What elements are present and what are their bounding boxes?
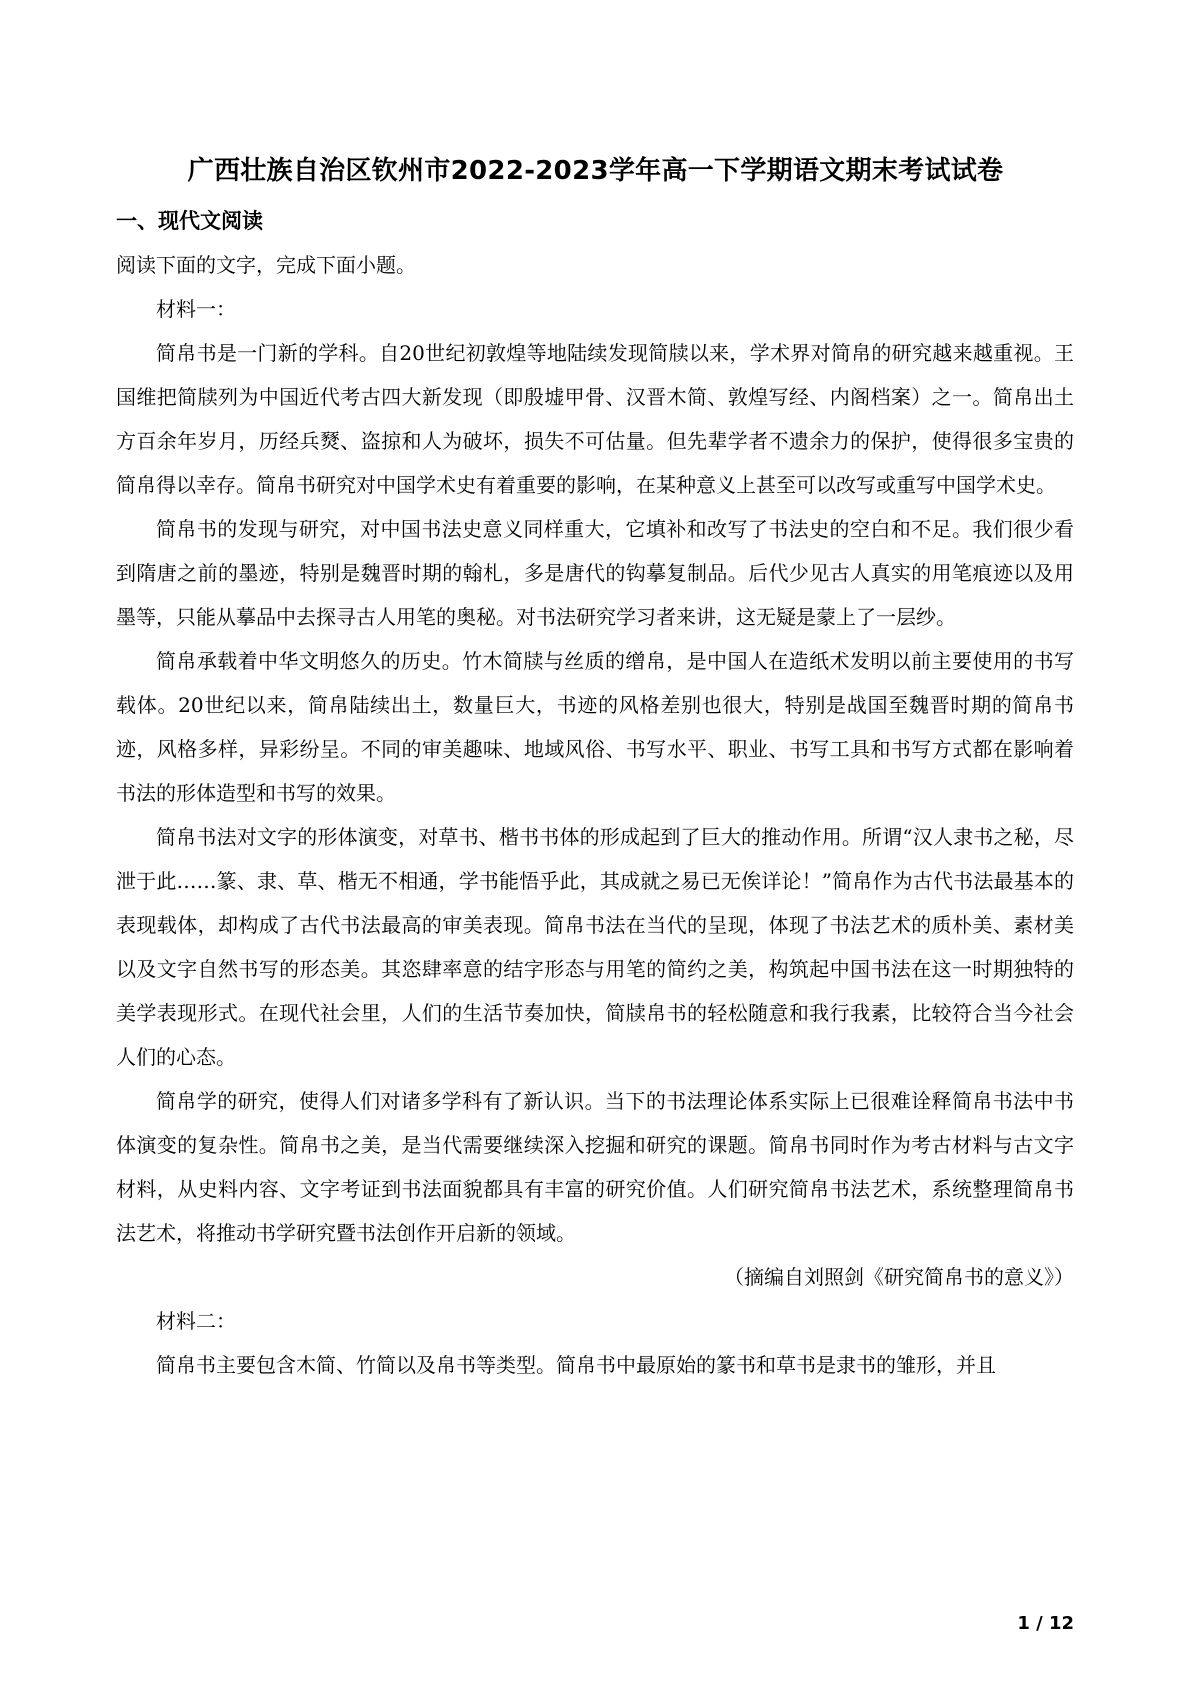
- section-heading: 一、现代文阅读: [116, 209, 263, 233]
- document-body: [116, 243, 1074, 1387]
- material-one-label: 材料一：: [156, 297, 236, 321]
- material-one-paragraph: 简帛书是一门新的学科。自20世纪初敦煌等地陆续发现简牍以来，学术界对简帛的研究越来越重视。王国维把简牍列为中国近代考古四大新发现（即殷墟甲骨、汉晋木简、敦煌写经、内阁档案）之一。简帛出土方百余年岁月，历经兵燹、盗掠和人为破坏，损失不可估量。但先辈学者不遗余力的保护，使得很多宝贵的简帛得以幸存。简帛书研究对中国学术史有着重要的影响，在某种意义上甚至可以改写或重写中国学术史。: [116, 341, 1074, 497]
- material-one-paragraph: 简帛书的发现与研究，对中国书法史意义同样重大，它填补和改写了书法史的空白和不足。我们很少看到隋唐之前的墨迹，特别是魏晋时期的翰札，多是唐代的钩摹复制品。后代少见古人真实的用笔痕迹以及用墨等，只能从摹品中去探寻古人用笔的奥秘。对书法研究学习者来讲，这无疑是蒙上了一层纱。: [116, 517, 1074, 629]
- material-two-paragraph: 简帛书主要包含木简、竹简以及帛书等类型。简帛书中最原始的篆书和草书是隶书的雏形，并且: [156, 1353, 996, 1377]
- material-one-paragraph: 简帛承载着中华文明悠久的历史。竹木简牍与丝质的缯帛，是中国人在造纸术发明以前主要使用的书写载体。20世纪以来，简帛陆续出土，数量巨大，书迹的风格差别也很大，特别是战国至魏晋时期的简帛书迹，风格多样，异彩纷呈。不同的审美趣味、地域风俗、书写水平、职业、书写工具和书写方式都在影响着书法的形体造型和书写的效果。: [116, 649, 1074, 805]
- material-one-source: （摘编自刘照剑《研究简帛书的意义》）: [724, 1265, 1074, 1289]
- reading-instruction: 阅读下面的文字，完成下面小题。: [116, 253, 416, 277]
- material-two-label: 材料二：: [156, 1309, 236, 1333]
- page-number: 1 / 12: [1017, 1613, 1074, 1634]
- material-one-paragraph: 简帛学的研究，使得人们对诸多学科有了新认识。当下的书法理论体系实际上已很难诠释简帛书法中书体演变的复杂性。简帛书之美，是当代需要继续深入挖掘和研究的课题。简帛书同时作为考古材料与古文字材料，从史料内容、文字考证到书法面貌都具有丰富的研究价值。人们研究简帛书法艺术，系统整理简帛书法艺术，将推动书学研究暨书法创作开启新的领域。: [116, 1089, 1074, 1245]
- document-title: 广西壮族自治区钦州市2022-2023学年高一下学期语文期末考试试卷: [187, 156, 1004, 186]
- material-one-paragraph: 简帛书法对文字的形体演变，对草书、楷书书体的形成起到了巨大的推动作用。所谓“汉人隶书之秘，尽泄于此……篆、隶、草、楷无不相通，学书能悟乎此，其成就之易已无俟详论！”简帛作为古代书法最基本的表现载体，却构成了古代书法最高的审美表现。简帛书法在当代的呈现，体现了书法艺术的质朴美、素材美以及文字自然书写的形态美。其恣肆率意的结字形态与用笔的简约之美，构筑起中国书法在这一时期独特的美学表现形式。在现代社会里，人们的生活节奏加快，简牍帛书的轻松随意和我行我素，比较符合当今社会人们的心态。: [116, 825, 1074, 1069]
